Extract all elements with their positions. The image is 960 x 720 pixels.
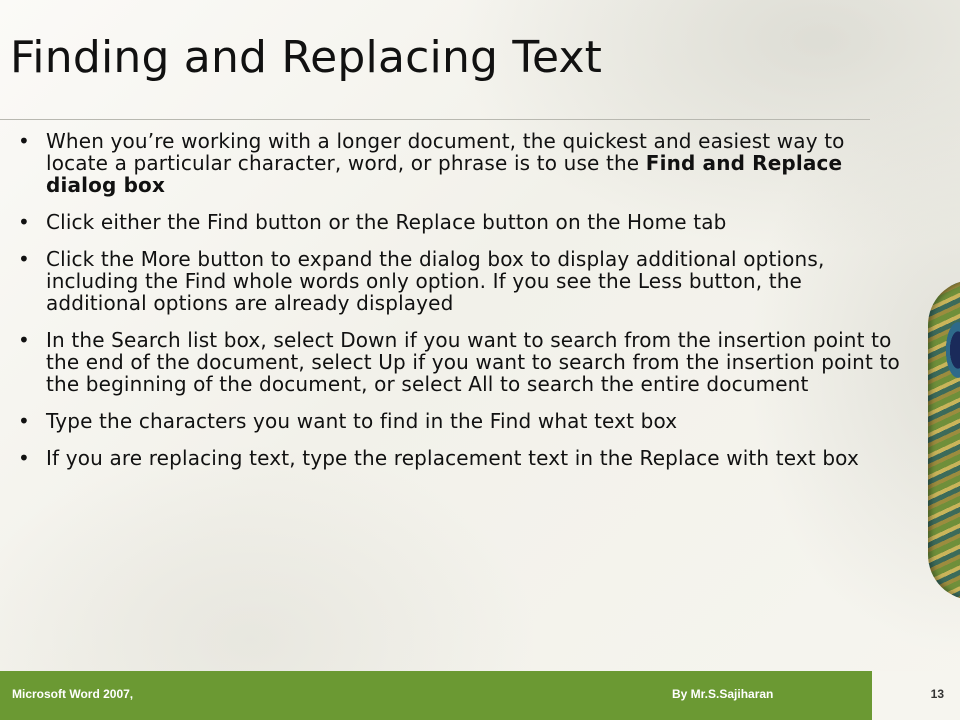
- bullet-item: [14, 447, 906, 469]
- bullet-item: [14, 211, 906, 233]
- bullet-item: [14, 248, 906, 314]
- bullet-icon: •: [18, 129, 30, 153]
- bullet-text: If you are replacing text, type the replacement text in the Replace with text box: [46, 446, 859, 470]
- footer-course-label: Microsoft Word 2007,: [12, 687, 134, 701]
- bullet-item: [14, 410, 906, 432]
- bullet-text: Click the More button to expand the dialog box to display additional options, including the Find whole words only option. If you see the Less button, the additional options are already displayed: [46, 247, 825, 315]
- bullet-icon: •: [18, 328, 30, 352]
- slide-title: Finding and Replacing Text: [10, 32, 603, 83]
- bullet-item: [14, 329, 906, 395]
- footer-page-area: [872, 671, 960, 720]
- bullet-list: [14, 130, 906, 484]
- bullet-text: Type the characters you want to find in the Find what text box: [46, 409, 678, 433]
- footer-author-label: By Mr.S.Sajiharan: [672, 687, 774, 701]
- peacock-feather-icon: [924, 280, 960, 610]
- bullet-text: When you’re working with a longer document, the quickest and easiest way to locate a particular character, word, or phrase is to use the: [46, 129, 845, 175]
- title-divider: [0, 119, 870, 120]
- page-number: 13: [930, 687, 944, 701]
- bullet-bold-text: Find and Replace dialog box: [46, 151, 843, 197]
- bullet-text: Click either the Find button or the Replace button on the Home tab: [46, 210, 727, 234]
- bullet-icon: •: [18, 247, 30, 271]
- bullet-icon: •: [18, 446, 30, 470]
- bullet-item: [14, 130, 906, 196]
- bullet-icon: •: [18, 409, 30, 433]
- bullet-icon: •: [18, 210, 30, 234]
- bullet-text: In the Search list box, select Down if you want to search from the insertion point to the end of the document, select Up if you want to search from the insertion point to the beginning of the document, or select All to search the entire document: [46, 328, 900, 396]
- footer-bar: [0, 671, 960, 720]
